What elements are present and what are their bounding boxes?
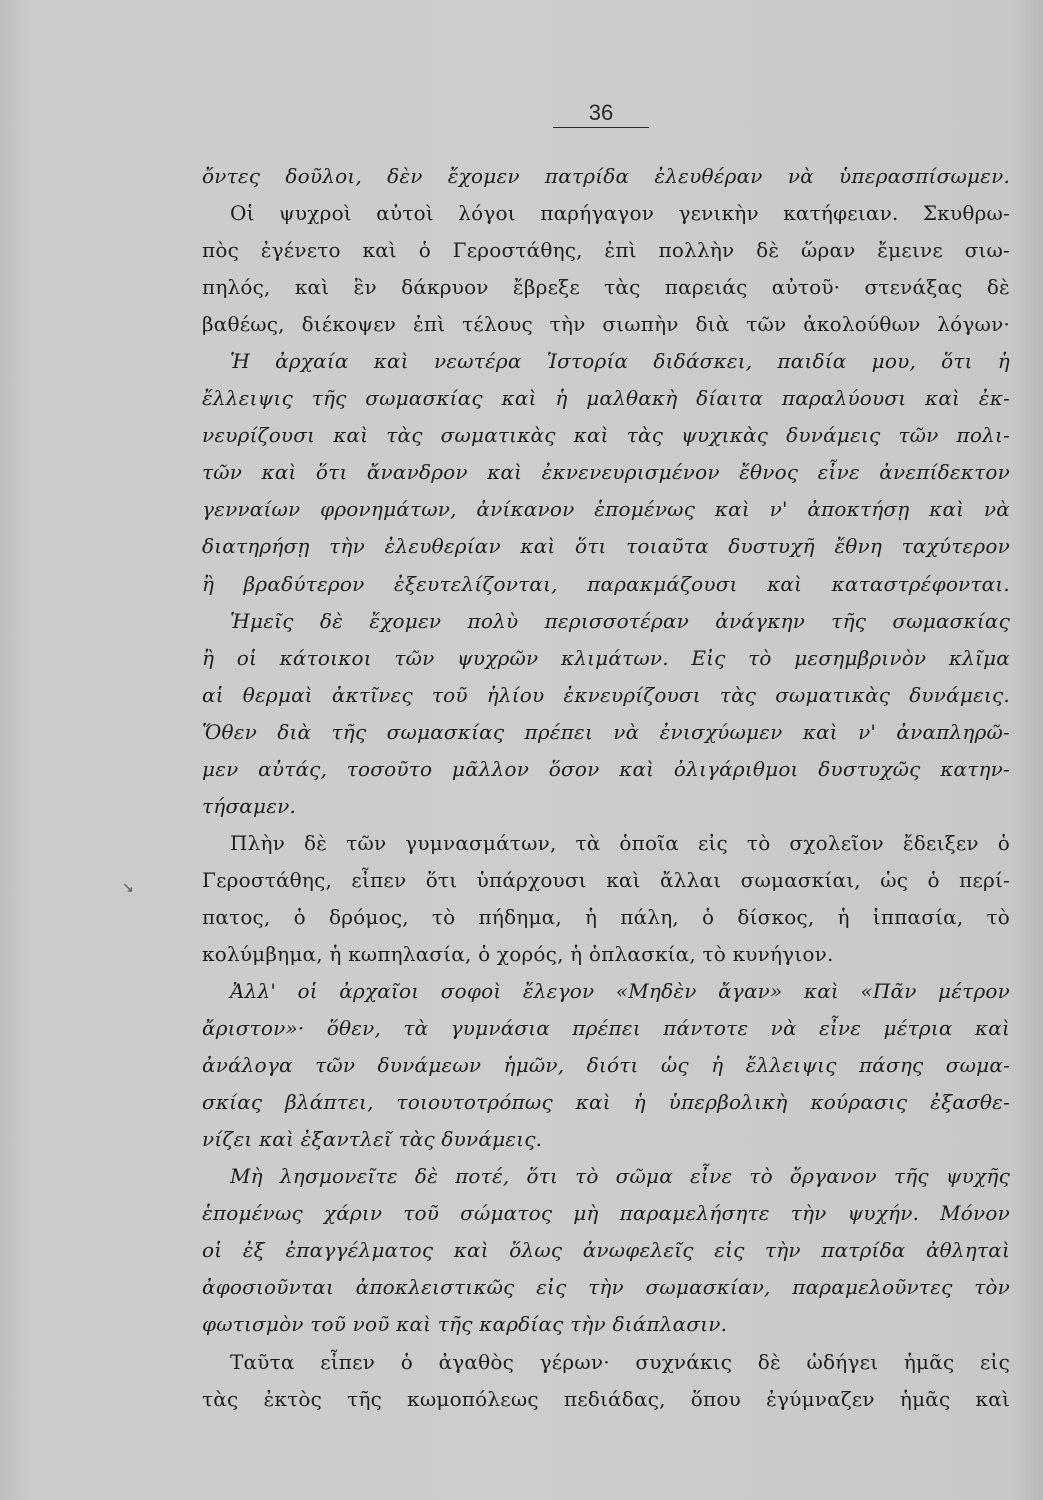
- margin-mark: ↘: [122, 880, 134, 896]
- text-line: Πλὴν δὲ τῶν γυμνασμάτων, τὰ ὁποῖα εἰς τὸ σχολεῖον ἔδειξεν ὁ: [230, 830, 1010, 855]
- text-line: Ἡ ἀρχαία καὶ νεωτέρα Ἱστορία διδάσκει, παιδία μου, ὅτι ἡ: [230, 349, 1010, 374]
- text-line: διατηρήσῃ τὴν ἐλευθερίαν καὶ ὅτι τοιαῦτα δυστυχῆ ἔθνη ταχύτερον: [202, 534, 1010, 559]
- page-number: 36: [588, 100, 614, 125]
- body-text: [202, 158, 1010, 1418]
- text-line: Ἡμεῖς δὲ ἔχομεν πολὺ περισσοτέραν ἀνάγκην τῆς σωμασκίας: [230, 608, 1010, 633]
- text-line: νευρίζουσι καὶ τὰς σωματικὰς καὶ τὰς ψυχικὰς δυνάμεις τῶν πολι-: [202, 423, 1010, 448]
- text-line: πὸς ἐγένετο καὶ ὁ Γεροστάθης, ἐπὶ πολλὴν δὲ ὥραν ἔμεινε σιω-: [202, 238, 1010, 263]
- text-line: ἑπομένως χάριν τοῦ σώματος μὴ παραμελήσητε τὴν ψυχήν. Μόνον: [202, 1201, 1010, 1226]
- text-line: κολύμβημα, ἡ κωπηλασία, ὁ χορός, ἡ ὁπλασκία, τὸ κυνήγιον.: [202, 941, 834, 966]
- text-line: Οἱ ψυχροὶ αὐτοὶ λόγοι παρήγαγον γενικὴν κατήφειαν. Σκυθρω-: [230, 201, 1010, 226]
- text-line: ἄριστον»· ὅθεν, τὰ γυμνάσια πρέπει πάντοτε νὰ εἶνε μέτρια καὶ: [202, 1016, 1010, 1041]
- text-line: τήσαμεν.: [202, 793, 297, 818]
- text-line: οἱ ἐξ ἐπαγγέλματος καὶ ὅλως ἀνωφελεῖς εἰς τὴν πατρίδα ἀθληταὶ: [202, 1238, 1010, 1263]
- text-line: ἢ βραδύτερον ἐξευτελίζονται, παρακμάζουσι καὶ καταστρέφονται.: [202, 571, 1010, 596]
- text-line: νίζει καὶ ἐξαντλεῖ τὰς δυνάμεις.: [202, 1127, 543, 1152]
- text-line: Μὴ λησμονεῖτε δὲ ποτέ, ὅτι τὸ σῶμα εἶνε τὸ ὄργανον τῆς ψυχῆς: [230, 1164, 1010, 1189]
- text-line: πατος, ὁ δρόμος, τὸ πήδημα, ἡ πάλη, ὁ δίσκος, ἡ ἱππασία, τὸ: [202, 904, 1010, 929]
- text-line: μεν αὐτάς, τοσοῦτο μᾶλλον ὅσον καὶ ὀλιγάριθμοι δυστυχῶς κατην-: [202, 756, 1010, 781]
- text-line: Ἀλλ' οἱ ἀρχαῖοι σοφοὶ ἔλεγον «Μηδὲν ἄγαν» καὶ «Πᾶν μέτρον: [230, 979, 1010, 1004]
- text-line: βαθέως, διέκοψεν ἐπὶ τέλους τὴν σιωπὴν διὰ τῶν ἀκολούθων λόγων·: [202, 312, 1010, 337]
- text-line: ἔλλειψις τῆς σωμασκίας καὶ ἡ μαλθακὴ δίαιτα παραλύουσι καὶ ἐκ-: [202, 386, 1010, 411]
- text-line: αἱ θερμαὶ ἀκτῖνες τοῦ ἡλίου ἐκνευρίζουσι τὰς σωματικὰς δυνάμεις.: [202, 682, 1010, 707]
- text-line: ἀνάλογα τῶν δυνάμεων ἡμῶν, διότι ὡς ἡ ἔλλειψις πάσης σωμα-: [202, 1053, 1010, 1078]
- page-number-rule: [553, 127, 649, 128]
- text-line: Γεροστάθης, εἶπεν ὅτι ὑπάρχουσι καὶ ἄλλαι σωμασκίαι, ὡς ὁ περί-: [202, 867, 1010, 892]
- text-line: φωτισμὸν τοῦ νοῦ καὶ τῆς καρδίας τὴν διάπλασιν.: [202, 1312, 728, 1337]
- text-line: πηλός, καὶ ἓν δάκρυον ἔβρεξε τὰς παρειάς αὐτοῦ· στενάξας δὲ: [202, 275, 1010, 300]
- text-line: ἀφοσιοῦνται ἀποκλειστικῶς εἰς τὴν σωμασκίαν, παραμελοῦντες τὸν: [202, 1275, 1010, 1300]
- text-line: γενναίων φρονημάτων, ἀνίκανον ἑπομένως καὶ ν' ἀποκτήσῃ καὶ νὰ: [202, 497, 1010, 522]
- text-line: Ταῦτα εἶπεν ὁ ἀγαθὸς γέρων· συχνάκις δὲ ὡδήγει ἡμᾶς εἰς: [230, 1349, 1010, 1374]
- text-line: σκίας βλάπτει, τοιουτοτρόπως καὶ ἡ ὑπερβολικὴ κούρασις ἐξασθε-: [202, 1090, 1010, 1115]
- text-line: τῶν καὶ ὅτι ἄνανδρον καὶ ἐκνενευρισμένον ἔθνος εἶνε ἀνεπίδεκτον: [202, 460, 1010, 485]
- text-line: τὰς ἐκτὸς τῆς κωμοπόλεως πεδιάδας, ὅπου ἐγύμναζεν ἡμᾶς καὶ: [202, 1386, 1010, 1411]
- text-line: ἢ οἱ κάτοικοι τῶν ψυχρῶν κλιμάτων. Εἰς τὸ μεσημβρινὸν κλῖμα: [202, 645, 1010, 670]
- text-line: ὄντες δοῦλοι, δὲν ἔχομεν πατρίδα ἐλευθέραν νὰ ὑπερασπίσωμεν.: [202, 164, 1010, 188]
- text-line: Ὅθεν διὰ τῆς σωμασκίας πρέπει νὰ ἐνισχύωμεν καὶ ν' ἀναπληρῶ-: [202, 719, 1010, 744]
